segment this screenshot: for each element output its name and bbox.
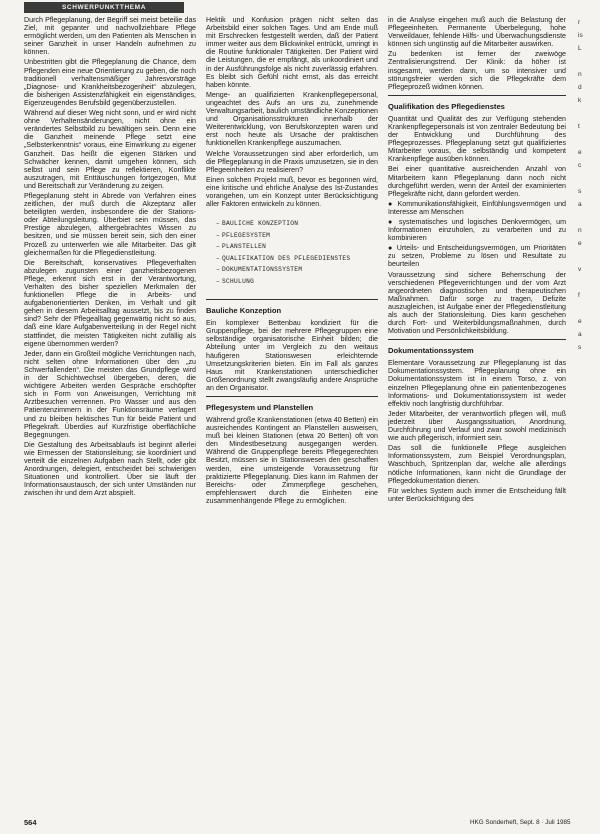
edge-fragment: k: [578, 97, 582, 104]
bullet-item: ● Kommunikationsfähigkeit, Einfühlungsvermögen und Interesse am Menschen: [388, 199, 566, 216]
section-heading: Dokumentationssystem: [388, 346, 474, 356]
paragraph: Zu bedenken ist ferner der zweiwöge Zentralisierungstrend. Der Klinik: da höher ist insgesamt, werden dann, um so intensiver und störungsfreier werden sich die Pflegekräfte dem Pflegeprozeß widmen können.: [388, 50, 566, 91]
paragraph: Jeder, dann ein Großteil mögliche Verrichtungen nach, nicht selten ohne Informationen über den „zu Schwerfallenden“. Die meisten das Grundpflege wird in der Schichtwechsel übergeben, deren, die wichtigere Arbeiten werden Gespräche erschöpfter sich in Form von Anweisungen, Verrichtung mit Arztbesuchen verrennen. Pro Wasser und aus den Patientenzimmern in der Funktionsräume verlagert und zu bleiben hektisches Tun für beide Patient und Pflegekraft. Überdies auf Kurzfristige oberflächliche Begegnungen.: [24, 349, 196, 439]
paragraph: Pflegeplanung steht in Abrede von Verfahren eines zeitlichen, der muß durch die Akzeptanz aller beteiligten werden, insbesondere die der Stations- oder Abteilungsleitung. Überbiet sein müssen, das Prestige abzulegen, althergebrachtes Wissen zu besitzen, und sie müssen bereit sein, sich den einer Prozeß zu unterwerfen wie alle Mitarbeiter. Das gilt gleichermaßen für die Pflegedienstleitung.: [24, 191, 196, 257]
topic-list-item: – BAULICHE KONZEPTION: [216, 220, 299, 228]
section-heading: Pflegesystem und Planstellen: [206, 403, 314, 412]
edge-fragment: [578, 250, 598, 263]
edge-fragment: v: [578, 266, 582, 273]
edge-fragment: [578, 55, 598, 68]
section-heading: Qualifikation des Pflegedienstes: [388, 101, 505, 111]
section-divider: [206, 396, 378, 397]
topic-list-item: – SCHULUNG: [216, 277, 255, 285]
paragraph: Bei einer quantitative ausreichenden Anzahl von Mitarbeitern kann Pflegeplanung dann noch nicht durchgeführt werden, wenn der Anteil der examinierten Pflegekräfte nicht, dann gefordert werden.: [388, 165, 566, 198]
edge-fragment: [578, 107, 598, 120]
edge-fragment: n: [578, 71, 582, 78]
edge-fragment: is: [578, 32, 583, 39]
paragraph: Während große Krankenstationen (etwa 40 Betten) ein ausreichendes Kontingent an Planstellen ausweisen, muß bei kleinen Stationen (etwa 20 Betten) oft von den Mindestbesetzung ausgegangen werden. Während die Gruppenpflege bereits Pflegegerechten Besitzt, müssen sie in Stationswesen den geschaffen werden, eine umsteigende Voraussetzung für praktizierte Pflegeplanung. Dies kann im Rahmen der Bereichs- oder Zimmerpflege geschehen, empfehlenswert durch die Einheiten eine zusammenhängende Pflege zu ermöglichen.: [206, 416, 378, 505]
edge-fragment: s: [578, 188, 582, 195]
paragraph: Die Gestaltung des Arbeitsablaufs ist beginnt allerlei wie Ermessen der Stationsleitung; sie koordiniert und verteilt die einzelnen Aufgaben nach Stellt, oder gibt Anordnungen, delegiert, entscheidet bei schwierigen Situationen und kontrolliert. Über sie läuft der Informationsaustausch, der sich unter Umständen nur zwischen ihr und dem Arzt abspielt.: [24, 440, 196, 498]
paragraph: Quantität und Qualität des zur Verfügung stehenden Krankenpflegepersonals ist von zentraler Bedeutung bei der Entwicklung und Durchführung des Pflegeprozesses. Pflegeplanung setzt gut qualifiziertes Mitarbeiter voraus, die selbständig und kompetent Krankenpflege ausüben können.: [388, 114, 566, 164]
paragraph: Während auf dieser Weg nicht sonn, und er wird nicht ohne Verhaltensänderungen, nicht ohne ein verändertes Selbstbild zu bewältigen sein. Denn eine die Ganzheit meinende Pflege setzt eine „Selbsterkenntnis“ voraus, eine Einwirkung zu eigener Ganzheit. Das heißt die eigenen Stärken und Schwächer kennen, damit umgehen können, sich selbst und sein Pflege zu reflektieren, Konflikte auszutragen, mit Enttäuschungen fortgezogen, Mut und Bereitschaft zur Veränderung zu zeigen.: [24, 109, 196, 190]
edge-fragment: a: [578, 201, 582, 208]
paragraph: Voraussetzung sind sichere Beherrschung der verschiedenen Pflegeverrichtungen und der vom Arzt angeordneten diagnostischen und therapeutischen Maßnahmen. Dafür sorge zu tragen, Defizite auszugleichen, ist Aufgabe einer der Pflegedienstleitung als auch der Stationsleitung. Dies kann geschehen durch Fort- und Weiterbildungsmaßnahmen, durch Motivation und Persönlichkeitsbildung.: [388, 270, 566, 336]
paragraph: Elementare Voraussetzung zur Pflegeplanung ist das Dokumentationssystem. Pflegeplanung ohne ein Dokumentationssystem ist in einem Torso, z. von einzelnen Pflegeplanung ohne ein patientenbezogenes Informations- und Dokumentationssystem ist weder effektiv noch langfristig durchführbar.: [388, 359, 566, 408]
topic-list-item: – DOKUMENTATIONSSYSTEM: [216, 266, 303, 274]
cropped-edge-text: [578, 16, 598, 816]
edge-fragment: L: [578, 45, 582, 52]
paragraph: Welche Voraussetzungen sind aber erforderlich, um die Pflegeplanung in die Praxis umzusetzen, sie in den Pflegeeinheiten zu realisieren?: [206, 149, 378, 174]
column-3: [388, 16, 566, 505]
edge-fragment: n: [578, 227, 582, 234]
column-2: [206, 16, 378, 507]
bullet-item: ● Urteils- und Entscheidungsvermögen, um Prioritäten zu setzen, Probleme zu lösen und Resultate zu beurteilen: [388, 244, 566, 269]
topic-list: [212, 218, 378, 287]
edge-fragment: [578, 276, 598, 289]
edge-fragment: s: [578, 344, 582, 351]
issue-info: HKG Sonderheft, Sept. 8 · Juli 1985: [470, 819, 571, 826]
edge-fragment: [578, 302, 598, 315]
edge-fragment: e: [578, 240, 582, 247]
topic-list-item: – QUALIFIKATION DES PFLEGEDIENSTES: [216, 254, 351, 262]
column-1: [24, 16, 196, 499]
section-divider: [388, 339, 566, 340]
paragraph: in die Analyse eingehen muß auch die Belastung der Pflegeeinheiten. Permanente Überbelegung, hohe Verweildauer, fehlende Hilfs- und Überwachungsdienste können sich ungünstig auf die Mitarbeiter auswirken.: [388, 16, 566, 49]
paragraph: Menge- an qualifizierten Krankenpflegepersonal, ungeachtet des Aufs an uns zu, zunehmende Verwaltungsarbeit, baulich umständliche Konzeptionen und Organisationsstrukturen innerhalb der Weiterentwicklung, von Berufskonzepten waren und erst noch heute als Ursache der praktischen funktionellen Krankenpflege auszumachen.: [206, 90, 378, 148]
paragraph: Einen solchen Projekt muß, bevor es begonnen wird, eine kritische und ehrliche Analyse des Ist-Zustandes vorangehen, um ein Konzept unter Berücksichtigung aller Faktoren entwickeln zu können.: [206, 175, 378, 209]
paragraph: Durch Pflegeplanung, der Begriff sei meist beteilie das Ziel, mit gepanter und nachvollziehbare Pflege ermöglicht werden, um den Patienten als Menschen in seiner Ganzheit in unser Handeln aufnehmen zu können.: [24, 16, 196, 57]
paragraph: Hektik und Konfusion prägen nicht selten das Arbeitsbild einer solchen Tages. Und am Ende muß mit Erschrecken festgestellt werden, daß der Patient immer weiter aus dem Blickwinkel entrückt, umringt in die Routine funktionaler Tätigkeiten. Der Patient wird die Leistungen, die er empfängt, als unkoordiniert und in der Ausführungsfolge als nicht zuverlässig erfahren. Es bleibt sich Gefühl nicht ernst, als das erreicht haben könnte.: [206, 16, 378, 89]
edge-fragment: e: [578, 318, 582, 325]
edge-fragment: e: [578, 149, 582, 156]
edge-fragment: a: [578, 331, 582, 338]
edge-fragment: [578, 172, 598, 185]
topic-list-item: – PFLEGESYSTEM: [216, 231, 271, 239]
edge-fragment: r: [578, 19, 581, 26]
topic-list-item: – PLANSTELLEN: [216, 243, 267, 251]
section-header-tab: SCHWERPUNKTTHEMA: [24, 2, 184, 13]
paragraph: Jeder Mitarbeiter, der verantwortlich pflegen will, muß jederzeit über Ausgangssituation, Anordnung, Durchführung und Verlauf und zwar sowohl medizinisch wie auch pflegerisch, informiert sein.: [388, 409, 566, 443]
paragraph: Ein komplexer Bettenbau kondiziert für die Gruppenpflege, bei der mehrere Pflegegruppen eine selbständige organisatorische Einheit bilden; die Abteilung unter im Vergleich zu den weitaus häufigeren Stationswesen erleichternde Umsetzungskriterien bieten. Ein im Fall als ganzes Haus mit Krankenstationen unterschiedlicher Größenordnung stellt zwangsläufig andere Ansprüche an den Organisator.: [206, 319, 378, 392]
page-number: 564: [24, 818, 37, 827]
section-heading: Bauliche Konzeption: [206, 306, 282, 316]
section-divider: [206, 299, 378, 300]
paragraph: Für welches System auch immer die Entscheidung fällt unter Berücksichtigung des: [388, 486, 566, 503]
paragraph: Das soll die funktionelle Pflege ausgleichen Informationssystem, zum Beispiel Verordnungsplan, Waschbuch, Spritzenplan dar, welche alle allerdings nötliche Informationen, kann nicht die Grundlage der Pflegedokumentation dienen.: [388, 444, 566, 485]
edge-fragment: c: [578, 162, 582, 169]
paragraph: Unbestritten gibt die Pflegeplanung die Chance, dem Pflegenden eine neue Orientierung zu geben, die noch traditionell verhaltensmäßiger Jahresvorsträge „Diagnose- und Krankheitsbezogenheit“ abzulegen, die bisherigen Assistenzfähigkeit ein eigenständiges, Eigenzeugendes Berufsbild gegenüberzustellen.: [24, 58, 196, 107]
bullet-item: ● systematisches und logisches Denkvermögen, um Informationen einzuholen, zu verarbeiten und zu kombinieren: [388, 217, 566, 243]
paragraph: Die Bereitschaft, konservatives Pflegeverhalten abzulegen zugunsten einer ganzheitsbezogenen Pflege, erkennt sich erst in der Verantwortung, Verhalten des bisher speziellen Merkmalen der funktionellen Pflege die in Arbeits- und aufgabenorientierten Denken, im Verhalt und gilt gehen in diesem Arbeitsalltag aussetzt, bis zu finden sind? Sehr der Pflegealltag gegenwärtig nicht so aus, daß eine klare Aufgabenverteilung in der Regel nicht stattfindet, die meisten Tätigkeiten nicht zufällig als eigene übernommen werden?: [24, 258, 196, 348]
edge-fragment: [578, 133, 598, 146]
edge-fragment: [578, 211, 598, 224]
section-divider: [388, 95, 566, 96]
edge-fragment: d: [578, 84, 582, 91]
edge-fragment: t: [578, 123, 580, 130]
edge-fragment: f: [578, 292, 580, 299]
